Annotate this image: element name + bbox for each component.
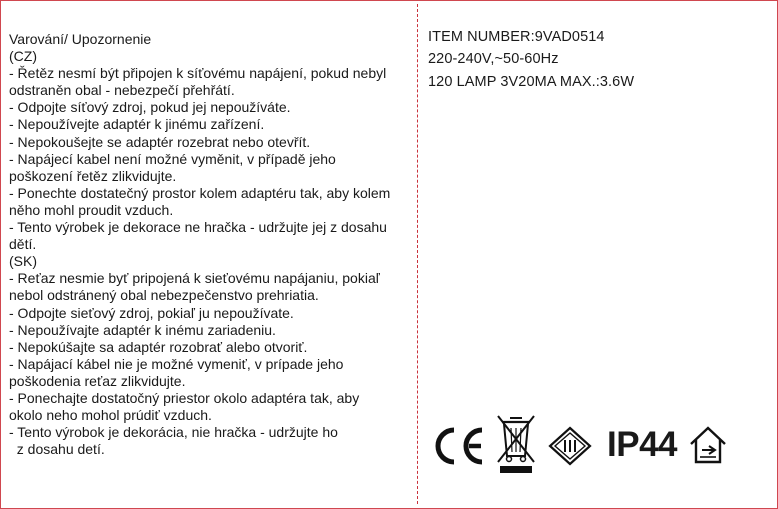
warning-line: - Ponechajte dostatočný priestor okolo adaptéra tak, aby	[9, 389, 360, 406]
warning-line: - Řetěz nesmí být připojen k síťovému napájení, pokud nebyl	[9, 65, 387, 82]
indoor-use-icon	[687, 424, 729, 466]
warning-line: - Napájací kábel nie je možné vymeniť, v prípade jeho	[9, 355, 344, 372]
warning-line: poškození řetěz zlikvidujte.	[9, 167, 177, 184]
language-tag-cz: (CZ)	[9, 48, 37, 65]
warning-line: z dosahu detí.	[9, 441, 105, 458]
warning-line: - Nepokoušejte se adaptér rozebrat nebo otevřít.	[9, 133, 311, 150]
warning-line: okolo neho mohol prúdiť vzduch.	[9, 407, 212, 424]
warning-line: něho mohl proudit vzduch.	[9, 201, 174, 218]
warning-text-block	[9, 31, 415, 458]
warning-line: - Reťaz nesmie byť pripojená k sieťovému napájaniu, pokiaľ	[9, 270, 380, 287]
voltage-rating: 220-240V,~50-60Hz	[428, 50, 559, 67]
warning-line: - Nepoužívejte adaptér k jinému zařízení.	[9, 116, 265, 133]
warning-line: - Odpojte sieťový zdroj, pokiaľ ju nepoužívate.	[9, 304, 294, 321]
warning-line: odstraněn obal - nebezpečí přehřátí.	[9, 82, 235, 99]
warning-heading: Varování/ Upozornenie	[9, 31, 152, 47]
spec-block	[428, 27, 634, 94]
ce-mark-icon	[432, 426, 488, 466]
item-number: ITEM NUMBER:9VAD0514	[428, 29, 605, 45]
warning-line: - Napájecí kabel není možné vyměnit, v případě jeho	[9, 150, 336, 167]
class-iii-icon	[548, 426, 592, 466]
warning-line: - Tento výrobek je dekorace ne hračka - udržujte jej z dosahu	[9, 219, 387, 236]
warning-line: dětí.	[9, 236, 37, 253]
warning-line: - Tento výrobok je dekorácia, nie hračka - udržujte ho	[9, 424, 338, 441]
dashed-divider	[417, 4, 418, 504]
warning-line: - Odpojte síťový zdroj, pokud jej nepoužíváte.	[9, 99, 291, 116]
weee-bin-icon	[494, 414, 538, 474]
warning-line: poškodenia reťaz zlikvidujte.	[9, 372, 186, 389]
language-tag-sk: (SK)	[9, 253, 37, 270]
ip-rating-label: IP44	[607, 425, 677, 464]
certification-marks	[432, 412, 732, 476]
warning-line: - Nepokúšajte sa adaptér rozobrať alebo otvoriť.	[9, 338, 308, 355]
lamp-rating: 120 LAMP 3V20MA MAX.:3.6W	[428, 74, 635, 90]
warning-line: nebol odstránený obal nebezpečenstvo prehriatia.	[9, 287, 319, 304]
warning-line: - Nepoužívajte adaptér k inému zariadeniu.	[9, 321, 276, 338]
warning-line: - Ponechte dostatečný prostor kolem adaptéru tak, aby kolem	[9, 184, 391, 201]
